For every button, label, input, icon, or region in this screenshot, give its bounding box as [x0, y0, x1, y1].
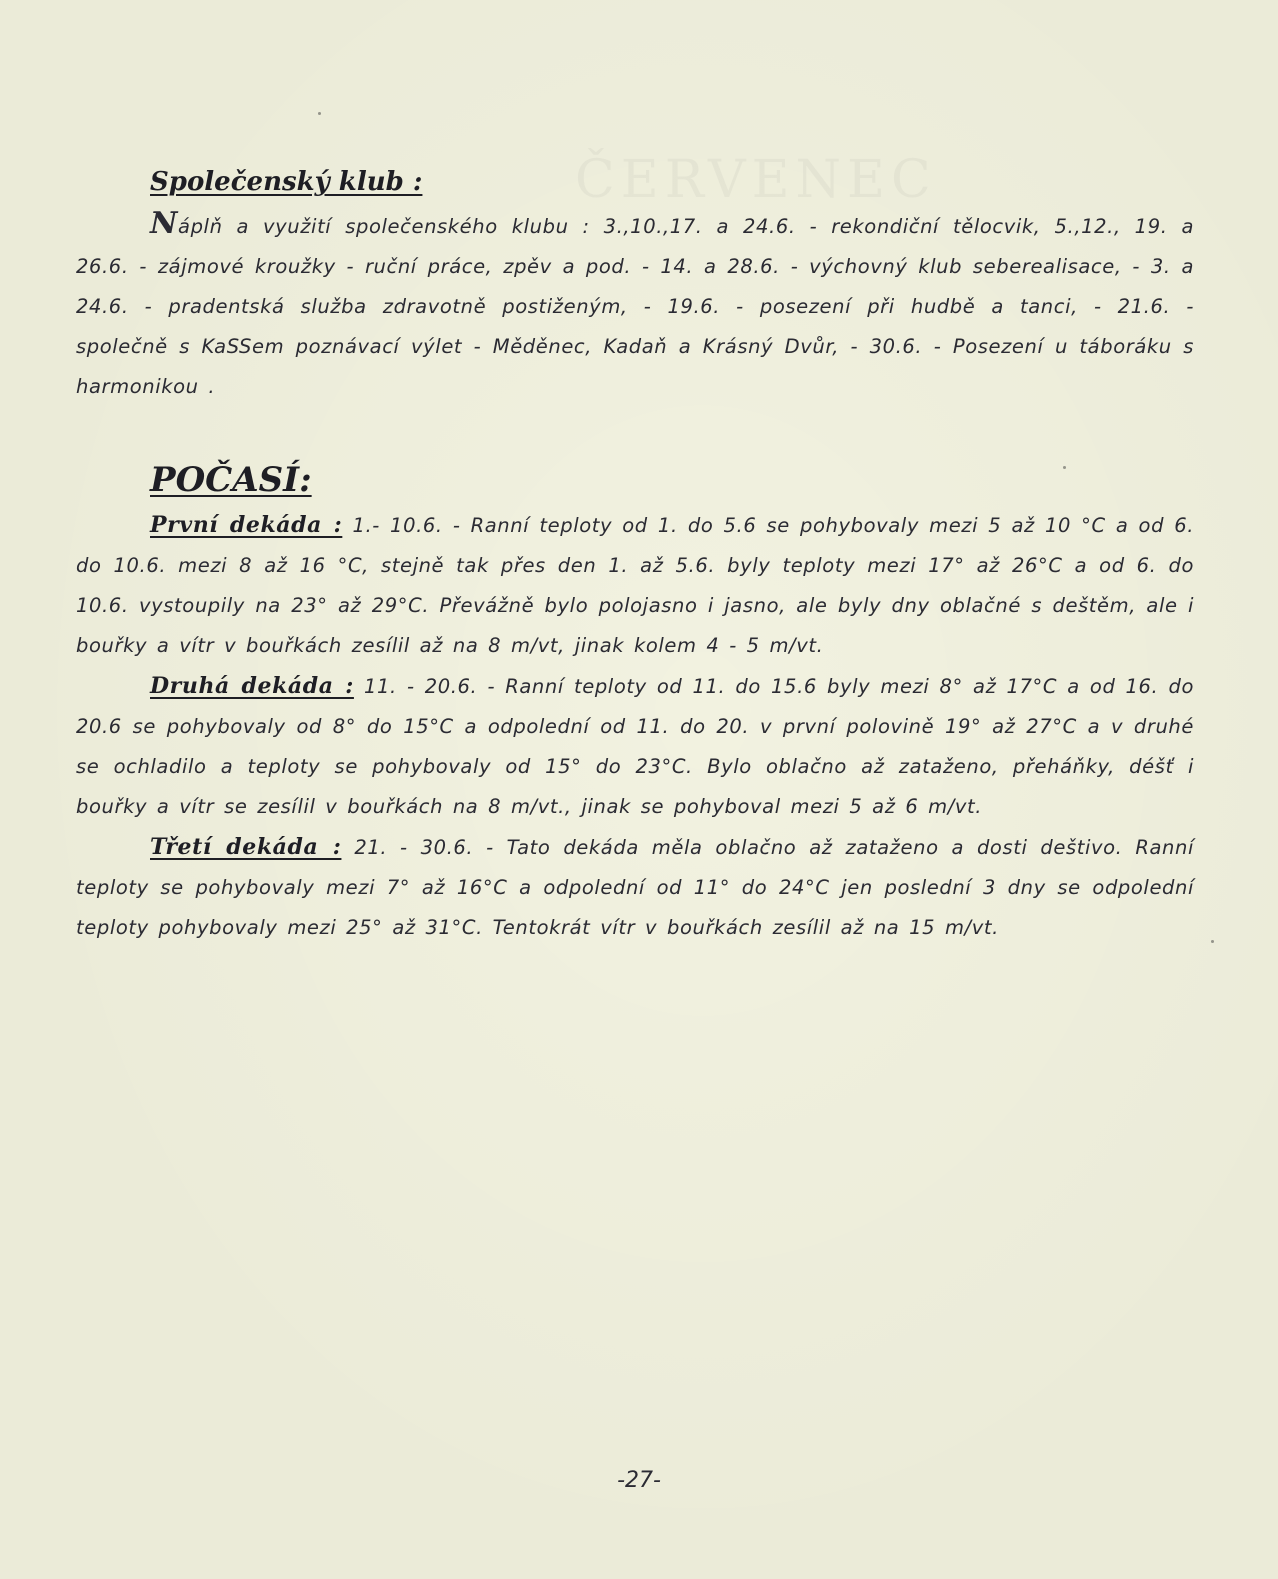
decade-3-label: Třetí dekáda :: [150, 834, 342, 860]
paper-speck: [1211, 940, 1214, 943]
decade-1-label: První dekáda :: [150, 512, 343, 538]
paper-speck: [318, 112, 321, 115]
decade-2-label: Druhá dekáda :: [150, 673, 354, 699]
decade-2-text: 11. - 20.6. - Ranní teploty od 11. do 15.6 byly mezi 8° až 17°C a od 16. do 20.6 se pohybovaly od 8° do 15°C a odpolední od 11. do 20. v první polovině 19° až 27°C a v druhé se ochladilo a teploty se pohybovaly od 15° do 23°C. Bylo oblačno až zataženo, přeháňky, déšť i bouřky a vítr se zesílil v bouřkách na 8 m/vt., jinak se pohyboval mezi 5 až 6 m/vt.: [76, 675, 1194, 818]
club-text: áplň a využití společenského klubu : 3.,10.,17. a 24.6. - rekondiční tělocvik, 5.,12., 19. a 26.6. - zájmové kroužky - ruční práce, zpěv a pod. - 14. a 28.6. - výchovný klub seberealisace, - 3. a 24.6. - pradentská služba zdravotně postiženým, - 19.6. - posezení při hudbě a tanci, - 21.6. - společně s KaSSem poznávací výlet - Měděnec, Kadaň a Krásný Dvůr, - 30.6. - Posezení u táboráku s harmonikou .: [76, 215, 1194, 398]
decade-3-text: 21. - 30.6. - Tato dekáda měla oblačno až zataženo a dosti deštivo. Ranní teploty se pohybovaly mezi 7° až 16°C a odpolední od 11° do 24°C jen poslední 3 dny se odpolední teploty pohybovaly mezi 25° až 31°C. Tentokrát vítr v bouřkách zesílil až na 15 m/vt.: [76, 836, 1194, 939]
decade-1-text: 1.- 10.6. - Ranní teploty od 1. do 5.6 se pohybovaly mezi 5 až 10 °C a od 6. do 10.6. mezi 8 až 16 °C, stejně tak přes den 1. až 5.6. byly teploty mezi 17° až 26°C a od 6. do 10.6. vystoupily na 23° až 29°C. Převážně bylo polojasno i jasno, ale byly dny oblačné s deštěm, ale i bouřky a vítr v bouřkách zesílil až na 8 m/vt, jinak kolem 4 - 5 m/vt.: [76, 514, 1195, 657]
club-lead-letter: N: [150, 206, 179, 241]
decade-3-paragraph: [76, 827, 1194, 948]
bleed-through-text: ČERVENEC: [575, 150, 937, 210]
page-number: -27-: [617, 1468, 661, 1493]
club-paragraph: [76, 204, 1194, 407]
decade-2-paragraph: [76, 666, 1194, 827]
club-heading: Společenský klub :: [150, 167, 423, 197]
page-content: [76, 160, 1194, 948]
weather-heading: POČASÍ:: [150, 460, 312, 500]
decade-1-paragraph: [76, 505, 1194, 666]
